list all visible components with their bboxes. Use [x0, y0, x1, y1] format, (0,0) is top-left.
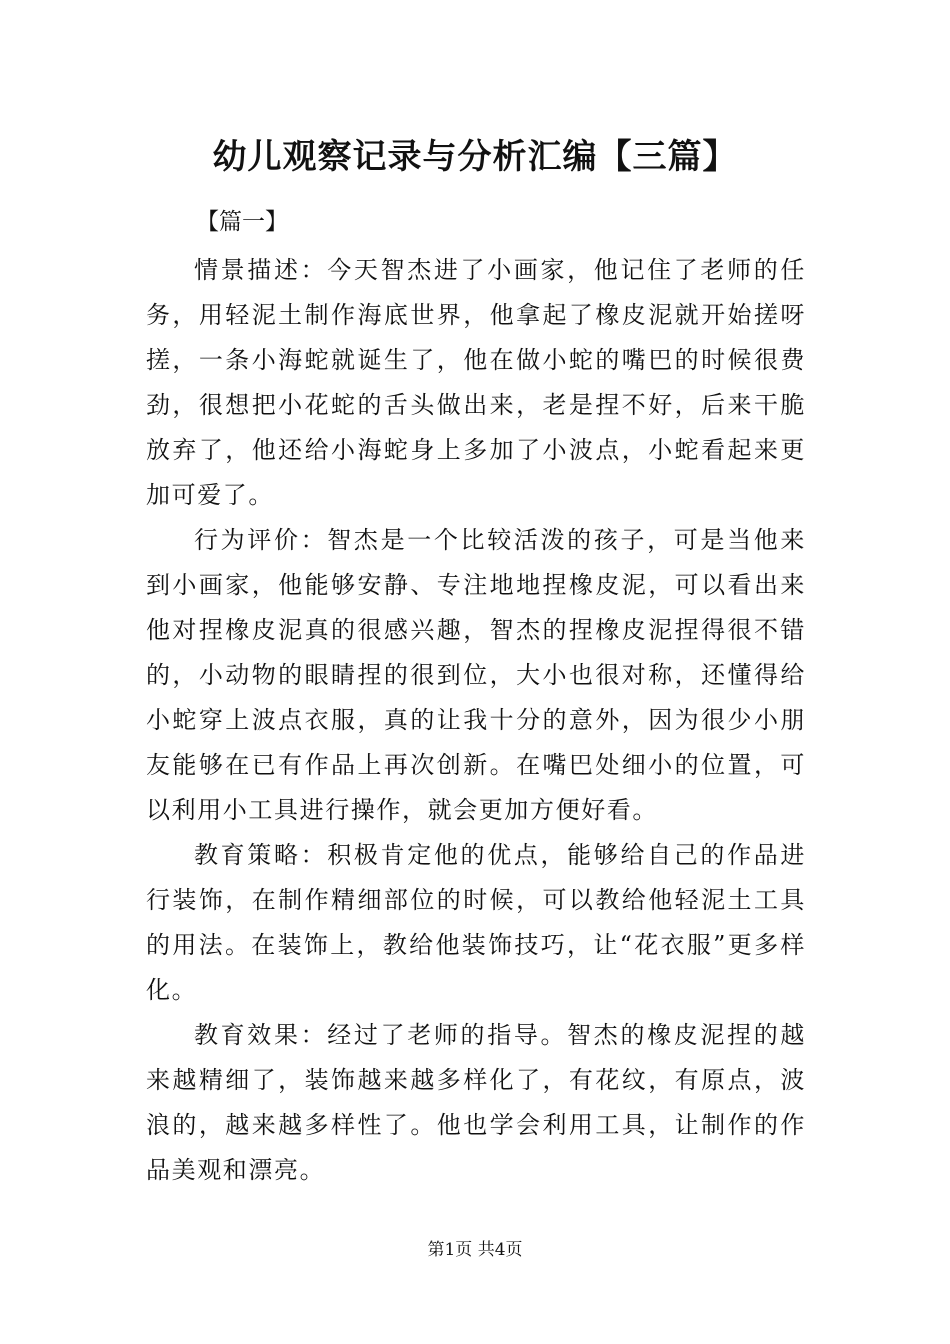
paragraph-situation-description: 情景描述：今天智杰进了小画家，他记住了老师的任务，用轻泥土制作海底世界，他拿起了橡皮泥就开始搓呀搓，一条小海蛇就诞生了，他在做小蛇的嘴巴的时候很费劲，很想把小花蛇的舌头做出来，老是捏不好，后来干脆放弃了，他还给小海蛇身上多加了小波点，小蛇看起来更加可爱了。	[146, 256, 806, 509]
document-title: 幼儿观察记录与分析汇编【三篇】	[212, 137, 738, 177]
section-heading: 【篇一】	[196, 209, 288, 235]
page-footer: 第1页 共4页	[427, 1240, 523, 1260]
paragraph-behavior-evaluation: 行为评价：智杰是一个比较活泼的孩子，可是当他来到小画家，他能够安静、专注地地捏橡皮泥，可以看出来他对捏橡皮泥真的很感兴趣，智杰的捏橡皮泥捏得很不错的，小动物的眼睛捏的很到位，大小也很对称，还懂得给小蛇穿上波点衣服，真的让我十分的意外，因为很少小朋友能够在已有作品上再次创新。在嘴巴处细小的位置，可以利用小工具进行操作，就会更加方便好看。	[146, 526, 806, 824]
paragraph-education-strategy: 教育策略：积极肯定他的优点，能够给自己的作品进行装饰，在制作精细部位的时候，可以教给他轻泥土工具的用法。在装饰上，教给他装饰技巧，让“花衣服”更多样化。	[146, 841, 806, 1004]
paragraph-education-effect: 教育效果：经过了老师的指导。智杰的橡皮泥捏的越来越精细了，装饰越来越多样化了，有花纹，有原点，波浪的，越来越多样性了。他也学会利用工具，让制作的作品美观和漂亮。	[146, 1021, 806, 1184]
document-body	[146, 248, 806, 1193]
